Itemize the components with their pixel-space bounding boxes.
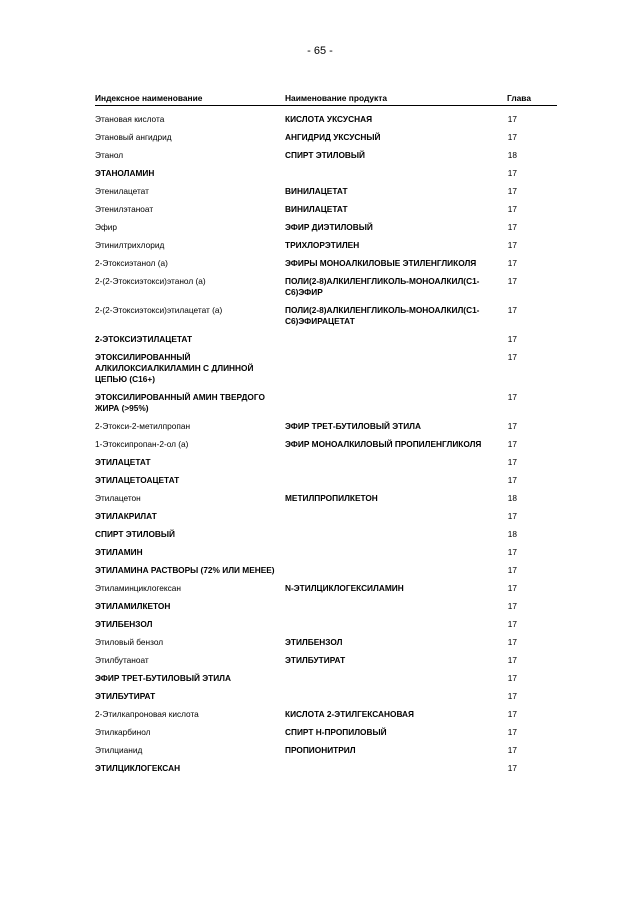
table-row	[95, 688, 557, 706]
table-row	[95, 183, 557, 201]
product-name-cell: ЭФИР ДИЭТИЛОВЫЙ	[285, 222, 373, 232]
chapter-cell: 17	[507, 601, 517, 611]
product-name-cell: ВИНИЛАЦЕТАТ	[285, 186, 348, 196]
table-row	[95, 526, 557, 544]
product-name-cell	[285, 475, 485, 486]
chapter-cell: 18	[507, 150, 517, 160]
product-name-cell	[285, 392, 485, 414]
table-body	[95, 111, 557, 778]
chapter-cell: 17	[507, 583, 517, 593]
index-name-cell: ЭТИЛАМИЛКЕТОН	[95, 601, 171, 611]
chapter-cell: 17	[507, 745, 517, 755]
chapter-cell: 17	[507, 132, 517, 142]
product-name-cell: ЭТИЛБЕНЗОЛ	[285, 637, 343, 647]
chapter-cell: 18	[507, 529, 517, 539]
table-row	[95, 255, 557, 273]
chapter-cell: 17	[507, 727, 517, 737]
index-name-cell: 2-Этилкапроновая кислота	[95, 709, 199, 719]
index-name-cell: ЭТАНОЛАМИН	[95, 168, 155, 178]
table-row	[95, 436, 557, 454]
chapter-cell: 17	[507, 114, 517, 124]
table-row	[95, 273, 557, 302]
table-row	[95, 598, 557, 616]
index-name-cell: Этенилацетат	[95, 186, 149, 196]
chapter-cell: 17	[507, 168, 517, 178]
product-name-cell	[285, 601, 485, 612]
table-row	[95, 616, 557, 634]
product-name-cell	[285, 547, 485, 558]
chapter-cell: 17	[507, 619, 517, 629]
product-name-cell: СПИРТ ЭТИЛОВЫЙ	[285, 150, 366, 160]
table-row	[95, 418, 557, 436]
product-name-cell: ПОЛИ(2-8)АЛКИЛЕНГЛИКОЛЬ-МОНОАЛКИЛ(С1-С6)ЭФИР	[285, 276, 480, 297]
chapter-cell: 18	[507, 493, 517, 503]
product-name-cell	[285, 565, 485, 576]
product-name-cell: ЭФИР МОНОАЛКИЛОВЫЙ ПРОПИЛЕНГЛИКОЛЯ	[285, 439, 482, 449]
product-name-cell	[285, 673, 485, 684]
table-row	[95, 219, 557, 237]
chapter-cell: 17	[507, 334, 517, 344]
table-row	[95, 634, 557, 652]
table-row	[95, 580, 557, 598]
index-name-cell: ЭТОКСИЛИРОВАННЫЙ АМИН ТВЕРДОГО ЖИРА (>95%)	[95, 392, 265, 413]
page-number: - 65 -	[307, 45, 333, 57]
product-name-cell: ПРОПИОНИТРИЛ	[285, 745, 356, 755]
table-row	[95, 349, 557, 389]
index-name-cell: ЭТИЛБУТИРАТ	[95, 691, 156, 701]
table-row	[95, 165, 557, 183]
product-name-cell: ЭТИЛБУТИРАТ	[285, 655, 346, 665]
index-name-cell: 2-Этокси-2-метилпропан	[95, 421, 191, 431]
product-name-cell	[285, 511, 485, 522]
index-name-cell: 2-(2-Этоксиэтокси)этилацетат (а)	[95, 305, 223, 315]
chapter-cell: 17	[507, 276, 517, 286]
table-row	[95, 544, 557, 562]
product-name-cell: N-ЭТИЛЦИКЛОГЕКСИЛАМИН	[285, 583, 404, 593]
chapter-cell: 17	[507, 637, 517, 647]
product-name-cell	[285, 619, 485, 630]
index-name-cell: ЭТИЛАЦЕТОАЦЕТАТ	[95, 475, 180, 485]
chapter-cell: 17	[507, 457, 517, 467]
chapter-cell: 17	[507, 565, 517, 575]
product-name-cell: ТРИХЛОРЭТИЛЕН	[285, 240, 360, 250]
chapter-cell: 17	[507, 709, 517, 719]
chapter-cell: 17	[507, 305, 517, 315]
product-name-cell: СПИРТ Н-ПРОПИЛОВЫЙ	[285, 727, 387, 737]
header-chapter: Глава	[506, 93, 531, 103]
index-name-cell: 2-(2-Этоксиэтокси)этанол (а)	[95, 276, 206, 286]
chapter-cell: 17	[507, 204, 517, 214]
table-row	[95, 562, 557, 580]
product-name-cell	[285, 529, 485, 540]
index-name-cell: ЭТИЛБЕНЗОЛ	[95, 619, 153, 629]
product-name-cell: ЭФИР ТРЕТ-БУТИЛОВЫЙ ЭТИЛА	[285, 421, 421, 431]
table-row	[95, 508, 557, 526]
index-name-cell: ЭТИЛАМИН	[95, 547, 143, 557]
product-name-cell: ВИНИЛАЦЕТАТ	[285, 204, 348, 214]
table-row	[95, 454, 557, 472]
index-name-cell: Этенилэтаноат	[95, 204, 154, 214]
product-name-cell: КИСЛОТА 2-ЭТИЛГЕКСАНОВАЯ	[285, 709, 415, 719]
chapter-cell: 17	[507, 258, 517, 268]
index-name-cell: Этиламинциклогексан	[95, 583, 181, 593]
index-table	[95, 93, 557, 778]
product-name-cell: КИСЛОТА УКСУСНАЯ	[285, 114, 373, 124]
chapter-cell: 17	[507, 421, 517, 431]
table-row	[95, 201, 557, 219]
chapter-cell: 17	[507, 352, 517, 362]
index-name-cell: Этилкарбинол	[95, 727, 151, 737]
chapter-cell: 17	[507, 439, 517, 449]
chapter-cell: 17	[507, 392, 517, 402]
product-name-cell	[285, 457, 485, 468]
index-name-cell: ЭТИЛАКРИЛАТ	[95, 511, 157, 521]
table-row	[95, 331, 557, 349]
table-row	[95, 760, 557, 778]
product-name-cell	[285, 334, 485, 345]
product-name-cell	[285, 168, 485, 179]
product-name-cell: МЕТИЛПРОПИЛКЕТОН	[285, 493, 378, 503]
index-name-cell: 2-ЭТОКСИЭТИЛАЦЕТАТ	[95, 334, 193, 344]
table-row	[95, 111, 557, 129]
chapter-cell: 17	[507, 475, 517, 485]
product-name-cell	[285, 691, 485, 702]
product-name-cell: ЭФИРЫ МОНОАЛКИЛОВЫЕ ЭТИЛЕНГЛИКОЛЯ	[285, 258, 477, 268]
index-name-cell: Этилцианид	[95, 745, 143, 755]
chapter-cell: 17	[507, 763, 517, 773]
chapter-cell: 17	[507, 547, 517, 557]
index-name-cell: ЭТОКСИЛИРОВАННЫЙ АЛКИЛОКСИАЛКИЛАМИН С ДЛИННОЙ ЦЕПЬЮ (С16+)	[95, 352, 254, 384]
index-name-cell: ЭТИЛАМИНА РАСТВОРЫ (72% ИЛИ МЕНЕЕ)	[95, 565, 275, 575]
chapter-cell: 17	[507, 691, 517, 701]
table-row	[95, 724, 557, 742]
index-name-cell: Этиловый бензол	[95, 637, 164, 647]
product-name-cell	[285, 763, 485, 774]
product-name-cell: ПОЛИ(2-8)АЛКИЛЕНГЛИКОЛЬ-МОНОАЛКИЛ(С1-С6)ЭФИРАЦЕТАТ	[285, 305, 480, 326]
index-name-cell: Этилацетон	[95, 493, 141, 503]
index-name-cell: Этилбутаноат	[95, 655, 149, 665]
index-name-cell: ЭФИР ТРЕТ-БУТИЛОВЫЙ ЭТИЛА	[95, 673, 231, 683]
table-row	[95, 742, 557, 760]
table-row	[95, 129, 557, 147]
index-name-cell: Этинилтрихлорид	[95, 240, 165, 250]
index-name-cell: Этанол	[95, 150, 124, 160]
chapter-cell: 17	[507, 186, 517, 196]
table-row	[95, 652, 557, 670]
table-row	[95, 389, 557, 418]
index-name-cell: 2-Этоксиэтанол (а)	[95, 258, 168, 268]
index-name-cell: СПИРТ ЭТИЛОВЫЙ	[95, 529, 176, 539]
index-name-cell: Этановая кислота	[95, 114, 165, 124]
table-row	[95, 147, 557, 165]
table-row	[95, 706, 557, 724]
chapter-cell: 17	[507, 222, 517, 232]
table-row	[95, 490, 557, 508]
table-row	[95, 472, 557, 490]
table-row	[95, 302, 557, 331]
chapter-cell: 17	[507, 240, 517, 250]
index-name-cell: 1-Этоксипропан-2-ол (а)	[95, 439, 189, 449]
index-name-cell: ЭТИЛАЦЕТАТ	[95, 457, 151, 467]
header-index-name: Индексное наименование	[95, 93, 203, 103]
table-header	[95, 93, 557, 106]
header-product-name: Наименование продукта	[285, 93, 387, 103]
chapter-cell: 17	[507, 655, 517, 665]
index-name-cell: Этановый ангидрид	[95, 132, 172, 142]
product-name-cell	[285, 352, 485, 385]
table-row	[95, 237, 557, 255]
chapter-cell: 17	[507, 673, 517, 683]
product-name-cell: АНГИДРИД УКСУСНЫЙ	[285, 132, 381, 142]
chapter-cell: 17	[507, 511, 517, 521]
index-name-cell: Эфир	[95, 222, 118, 232]
table-row	[95, 670, 557, 688]
index-name-cell: ЭТИЛЦИКЛОГЕКСАН	[95, 763, 181, 773]
